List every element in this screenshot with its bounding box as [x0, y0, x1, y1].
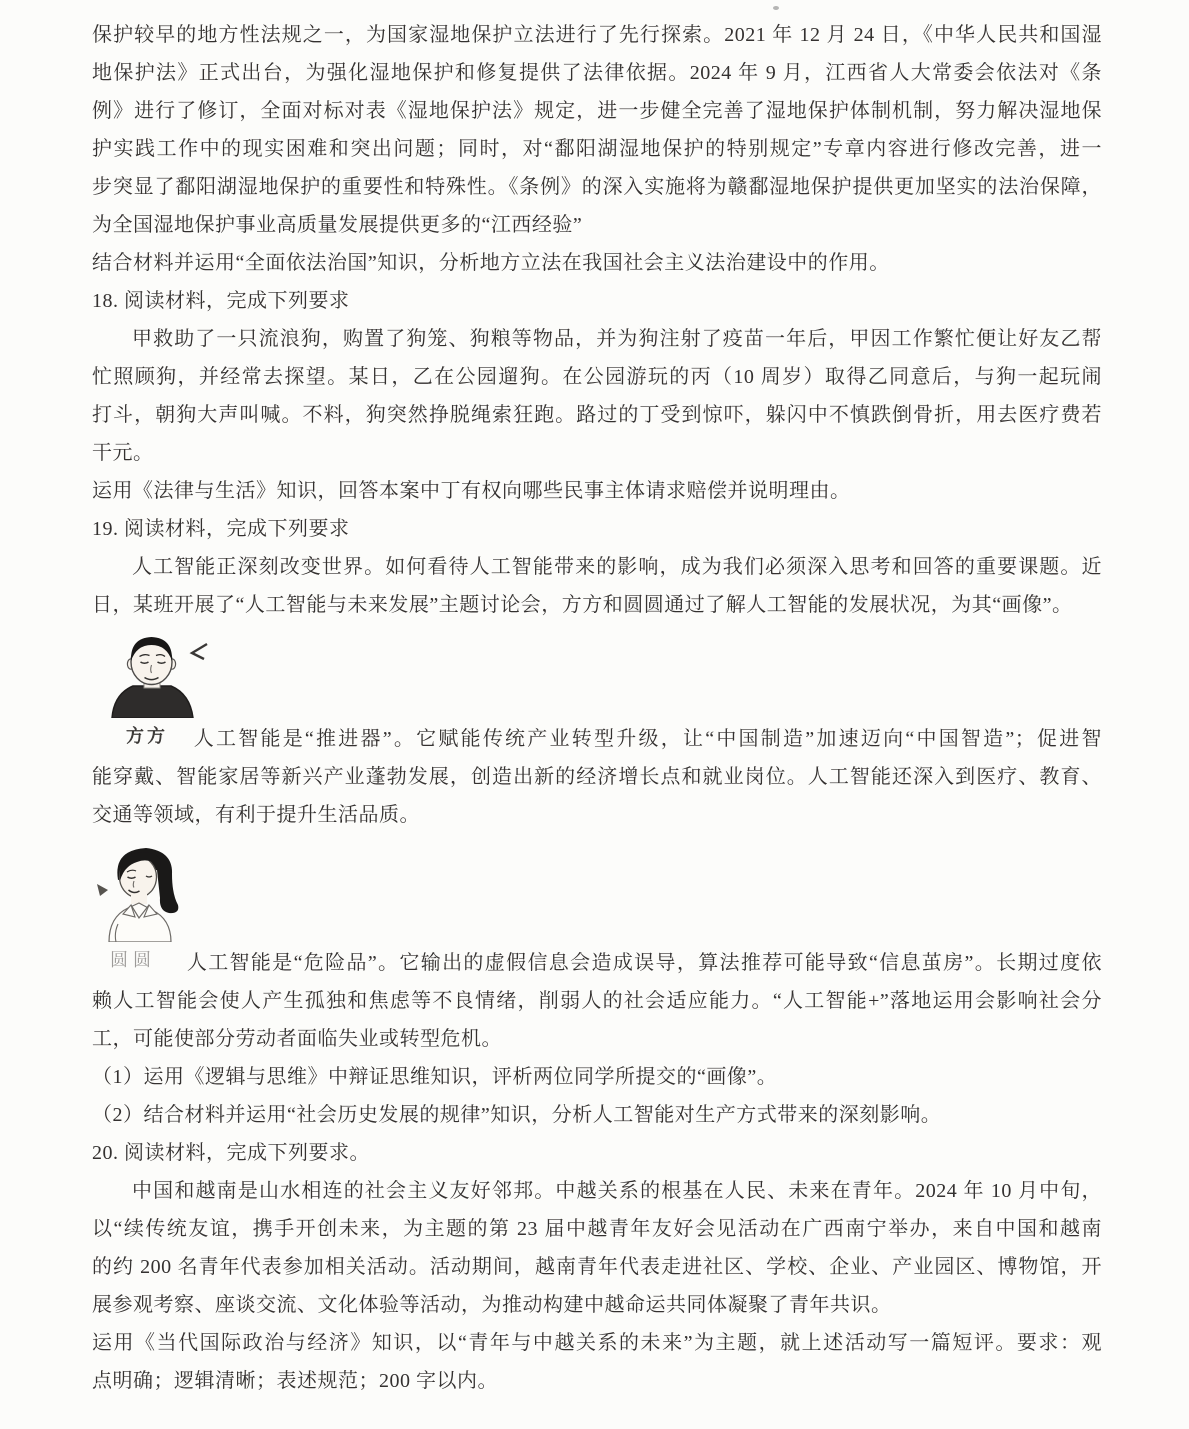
speech-pointer-icon: [192, 644, 207, 659]
speech-text: 人工智能是“推进器”。它赋能传统产业转型升级，让“中国制造”加速迈向“中国智造”；促进智: [192, 728, 1102, 750]
yuanyuan-speech-line: 工，可能使部分劳动者面临失业或转型危机。: [92, 1028, 502, 1050]
speech-text: 人工智能是“危险品”。它输出的虚假信息会造成误导，算法推荐可能导致“信息茧房”。长期过度依: [186, 952, 1102, 974]
boy-jacket: [112, 686, 193, 718]
scan-artifact-dot: [773, 6, 779, 10]
fangfang-avatar: [106, 632, 1102, 718]
q20-material-line: 展参观考察、座谈交流、文化体验等活动，为推动构建中越命运共同体凝聚了青年共识。: [92, 1294, 892, 1316]
q17-material-line: 护实践工作中的现实困难和突出问题；同时，对“鄱阳湖湿地保护的特别规定”专章内容进行修改完善，进一: [92, 138, 1102, 160]
q18-header: 18. 阅读材料，完成下列要求: [92, 290, 350, 312]
speaker-label-yuanyuan: 圆圆: [110, 950, 156, 970]
q18-material-line: 忙照顾狗，并经常去探望。某日，乙在公园遛狗。在公园游玩的丙（10 周岁）取得乙同意后，与狗一起玩闹: [92, 366, 1102, 388]
q17-material-line: 例》进行了修订，全面对标对表《湿地保护法》规定，进一步健全完善了湿地保护体制机制，努力解决湿地保: [92, 100, 1102, 122]
q18-question-line: 运用《法律与生活》知识，回答本案中丁有权向哪些民事主体请求赔偿并说明理由。: [92, 480, 851, 502]
q19-sub-question-1: （1）运用《逻辑与思维》中辩证思维知识，评析两位同学所提交的“画像”。: [92, 1066, 778, 1088]
fangfang-speech-line: 交通等领域，有利于提升生活品质。: [92, 804, 420, 826]
q19-header: 19. 阅读材料，完成下列要求: [92, 518, 350, 540]
q20-header: 20. 阅读材料，完成下列要求。: [92, 1142, 370, 1164]
speaker-label-fangfang: 方方: [126, 726, 168, 746]
yuanyuan-speech-line: 赖人工智能会使人产生孤独和焦虑等不良情绪，削弱人的社会适应能力。“人工智能+”落地运用会影响社会分: [92, 990, 1102, 1012]
q18-material-line: 打斗，朝狗大声叫喊。不料，狗突然挣脱绳索狂跑。路过的丁受到惊吓，躲闪中不慎跌倒骨折，用去医疗费若: [92, 404, 1102, 426]
yuanyuan-speech-line: [92, 944, 1102, 982]
q20-material-line: 中国和越南是山水相连的社会主义友好邻邦。中越关系的根基在人民、未来在青年。2024 年 10 月中旬，: [132, 1180, 1102, 1202]
q17-question-line: 结合材料并运用“全面依法治国”知识，分析地方立法在我国社会主义法治建设中的作用。: [92, 252, 890, 274]
q20-question-line: 点明确；逻辑清晰；表述规范；200 字以内。: [92, 1370, 498, 1392]
q20-material-line: 的约 200 名青年代表参加相关活动。活动期间，越南青年代表走进社区、学校、企业、产业园区、博物馆，开: [92, 1256, 1102, 1278]
q18-material-line: 干元。: [92, 442, 154, 464]
girl-shirt: [109, 903, 171, 942]
fangfang-speech-line: [92, 720, 1102, 758]
yuanyuan-avatar: [94, 844, 1102, 942]
q19-intro-line: 人工智能正深刻改变世界。如何看待人工智能带来的影响，成为我们必须深入思考和回答的重要课题。近: [132, 556, 1102, 578]
q20-question-line: 运用《当代国际政治与经济》知识，以“青年与中越关系的未来”为主题，就上述活动写一篇短评。要求：观: [92, 1332, 1102, 1354]
q20-material-line: 以“续传统友谊，携手开创未来，为主题的第 23 届中越青年友好会见活动在广西南宁举办，来自中国和越南: [92, 1218, 1102, 1240]
q17-material-line: 地保护法》正式出台，为强化湿地保护和修复提供了法律依据。2024 年 9 月，江西省人大常委会依法对《条: [92, 62, 1102, 84]
speech-pointer-icon: [97, 884, 108, 896]
q19-intro-line: 日，某班开展了“人工智能与未来发展”主题讨论会，方方和圆圆通过了解人工智能的发展状况，为其“画像”。: [92, 594, 1073, 616]
q18-material-line: 甲救助了一只流浪狗，购置了狗笼、狗粮等物品，并为狗注射了疫苗一年后，甲因工作繁忙便让好友乙帮: [132, 328, 1102, 350]
q17-material-line: 保护较早的地方性法规之一，为国家湿地保护立法进行了先行探索。2021 年 12 月 24 日，《中华人民共和国湿: [92, 24, 1102, 46]
q19-sub-question-2: （2）结合材料并运用“社会历史发展的规律”知识，分析人工智能对生产方式带来的深刻影响。: [92, 1104, 942, 1126]
fangfang-speech-line: 能穿戴、智能家居等新兴产业蓬勃发展，创造出新的经济增长点和就业岗位。人工智能还深入到医疗、教育、: [92, 766, 1102, 788]
q17-material-line: 步突显了鄱阳湖湿地保护的重要性和特殊性。《条例》的深入实施将为赣鄱湿地保护提供更加坚实的法治保障，: [92, 176, 1102, 198]
q17-material-line: 为全国湿地保护事业高质量发展提供更多的“江西经验”: [92, 214, 583, 236]
